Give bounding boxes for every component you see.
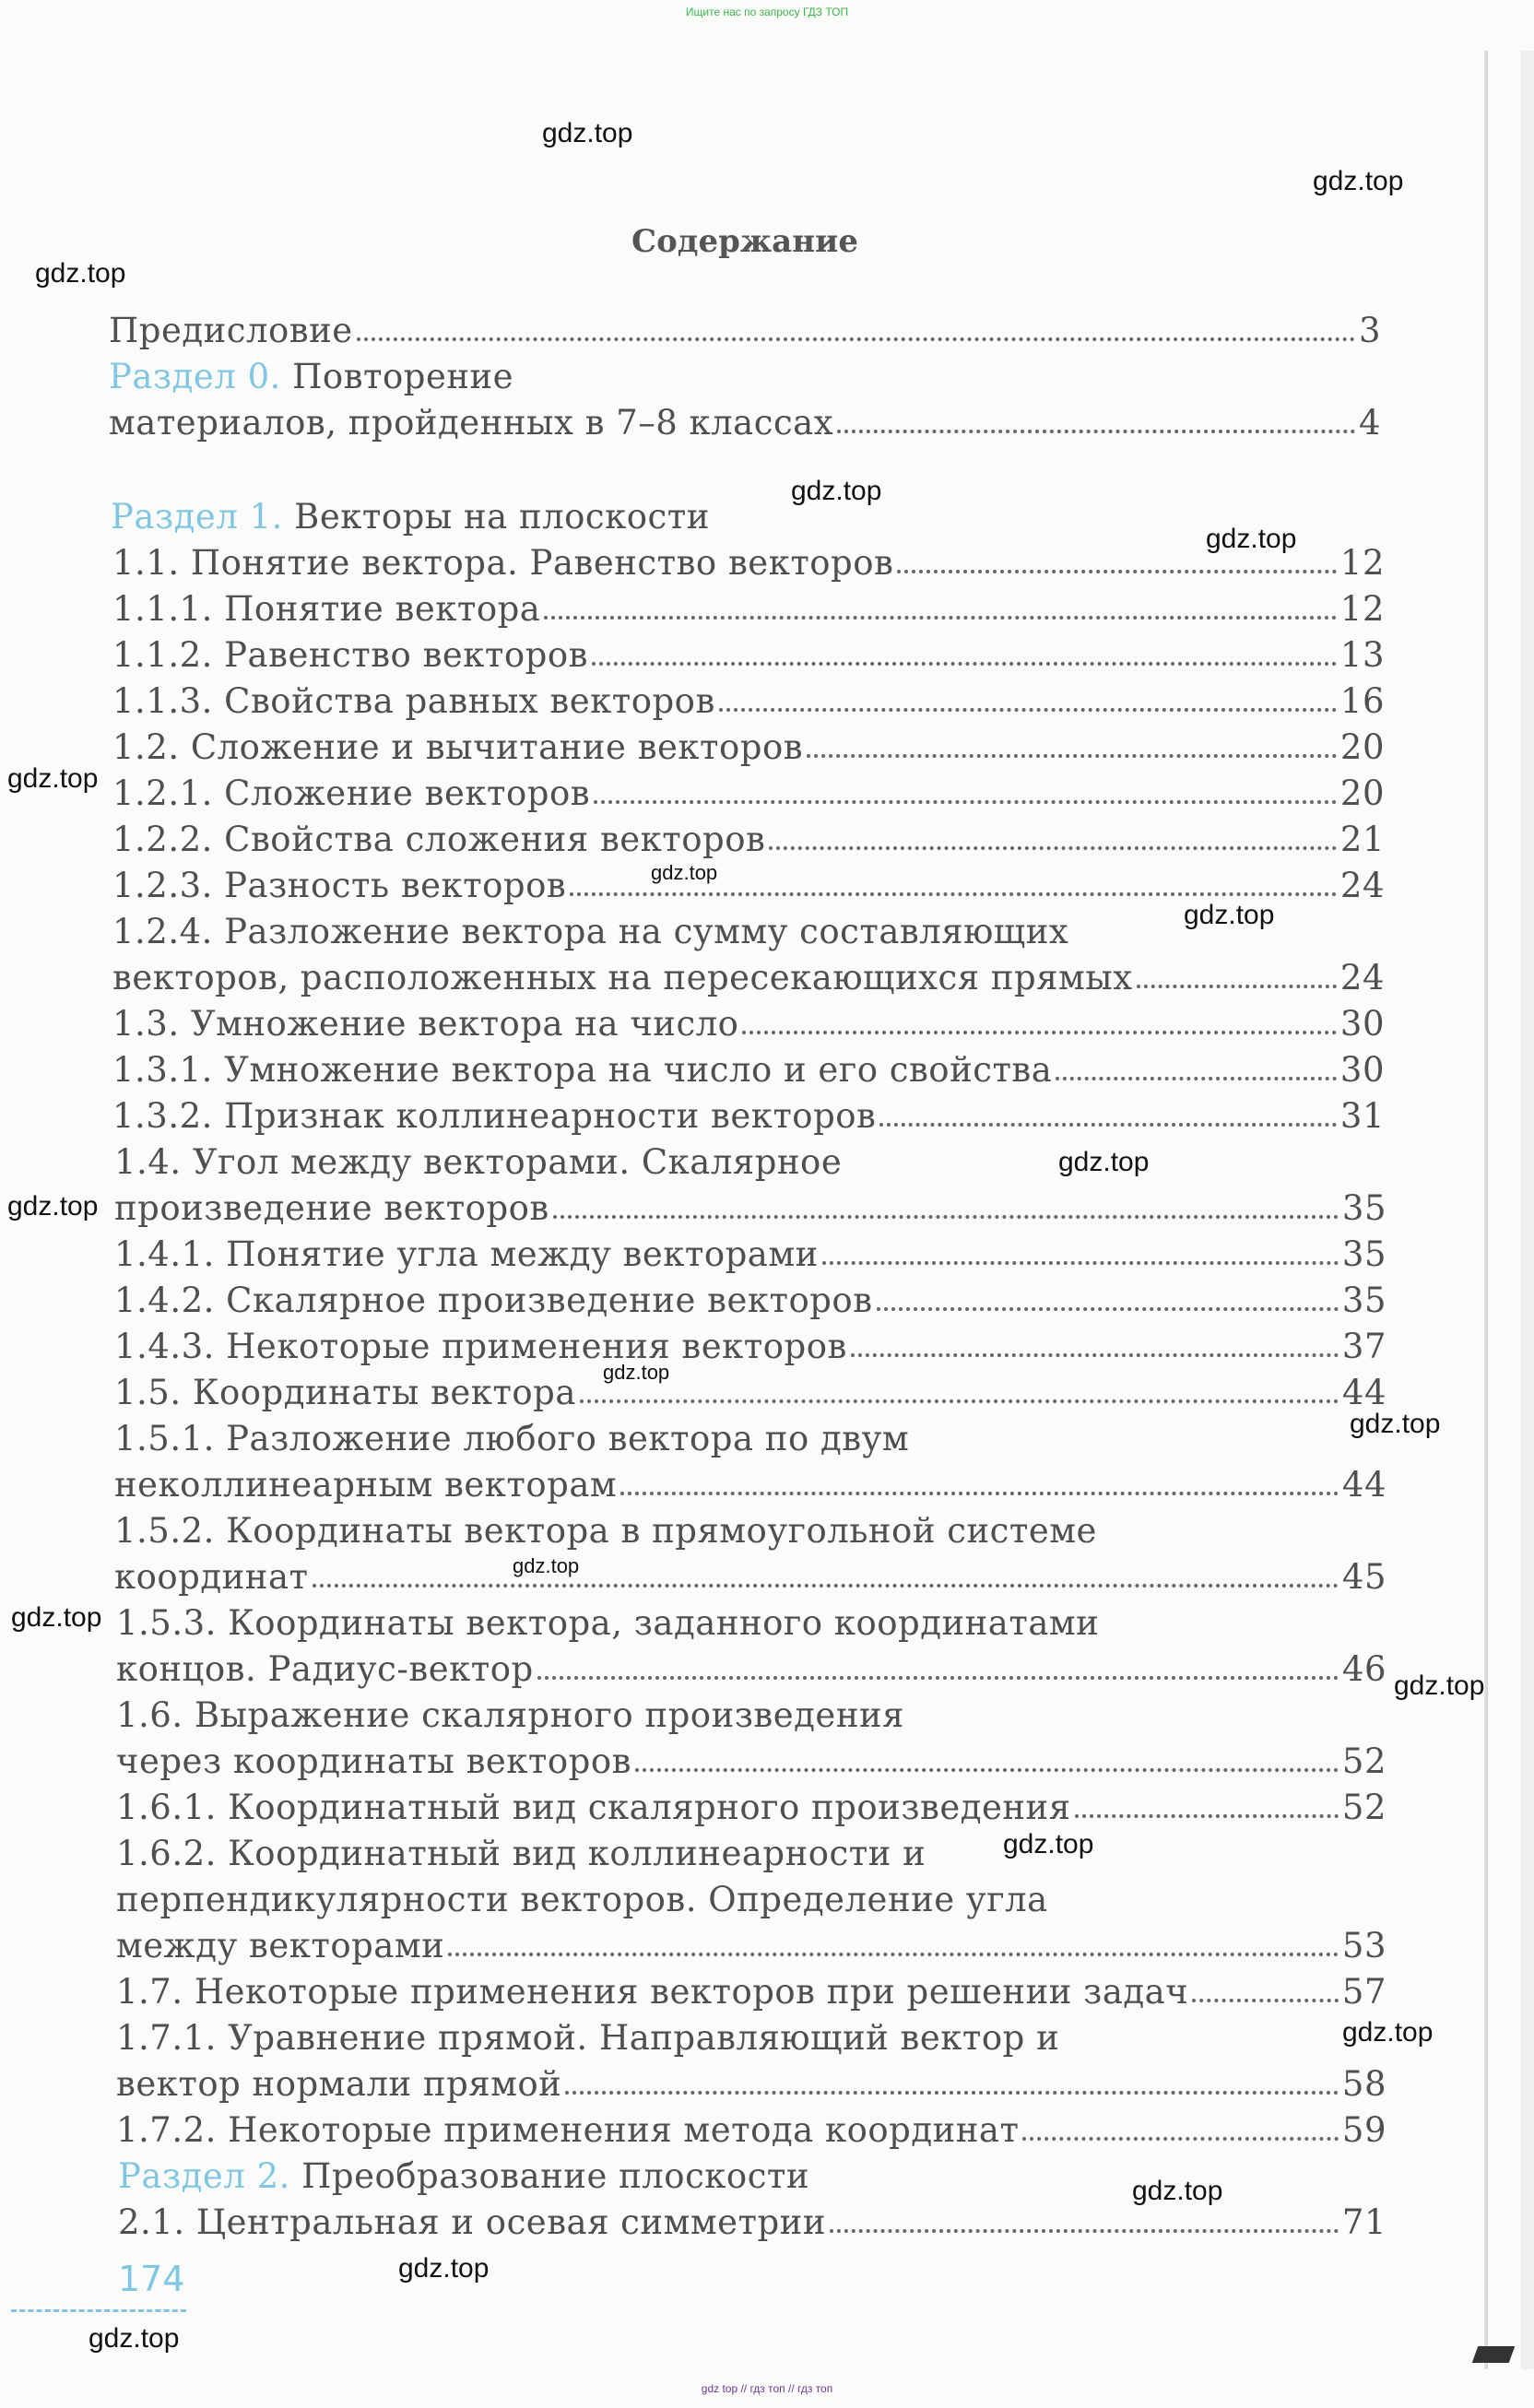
- leader-dots: [877, 1307, 1339, 1311]
- toc-entry-page: 37: [1341, 1327, 1386, 1366]
- toc-entry-first-line: [112, 911, 1068, 953]
- toc-entry: [118, 2201, 1386, 2244]
- leader-dots: [830, 2229, 1339, 2233]
- toc-entry: [116, 1925, 1386, 1967]
- toc-entry-text: 1.7.1. Уравнение прямой. Направляющий вектор и: [116, 2018, 1060, 2058]
- toc-entry-text: 1.3.2. Признак коллинеарности векторов: [112, 1096, 877, 1136]
- toc-entry: [114, 1372, 1386, 1414]
- leader-dots: [837, 430, 1355, 433]
- toc-entry-text: 1.1.3. Свойства равных векторов: [112, 681, 715, 721]
- leader-dots: [553, 1215, 1339, 1219]
- toc-entry-page: 12: [1339, 589, 1385, 629]
- toc-entry: [114, 1556, 1386, 1599]
- top-banner[interactable]: Ищите нас по запросу ГДЗ ТОП: [685, 6, 849, 18]
- toc-entry: [109, 402, 1381, 444]
- watermark: gdz.top: [7, 1191, 99, 1222]
- toc-entry-text: 1.6. Выражение скалярного произведения: [116, 1695, 904, 1735]
- leader-dots: [1192, 1999, 1339, 2002]
- toc-entry: [114, 1187, 1386, 1230]
- toc-entry-text: 1.3. Умножение вектора на число: [112, 1004, 739, 1044]
- toc-entry-page: 58: [1341, 2064, 1386, 2104]
- toc-entry-first-line: [116, 2017, 1059, 2060]
- toc-entry-text: неколлинеарным векторам: [114, 1465, 618, 1505]
- toc-section-heading: [118, 2155, 809, 2198]
- toc-entry-first-line: [116, 1694, 904, 1737]
- watermark: gdz.top: [603, 1361, 670, 1384]
- toc-entry-page: 59: [1341, 2110, 1386, 2150]
- toc-entry-text: перпендикулярности векторов. Определение угла: [116, 1880, 1048, 1919]
- toc-entry: [116, 1971, 1386, 2013]
- section-title: Повторение: [292, 357, 514, 396]
- toc-entry: [112, 634, 1385, 677]
- toc-entry-page: 16: [1339, 681, 1385, 721]
- toc-entry-text: 1.4.2. Скалярное произведение векторов: [114, 1281, 873, 1320]
- leader-dots: [807, 754, 1337, 758]
- toc-entry-text: 1.2.4. Разложение вектора на сумму составляющих: [112, 912, 1069, 951]
- page-title: Содержание: [631, 223, 858, 260]
- toc-entry-first-line: [114, 1510, 1097, 1552]
- toc-entry: [116, 2109, 1386, 2152]
- toc-entry-text: 1.1.2. Равенство векторов: [112, 635, 588, 675]
- toc-entry-middle-line: [116, 1879, 1048, 1921]
- toc-entry: [116, 2063, 1386, 2106]
- toc-entry-text: материалов, пройденных в 7–8 классах: [109, 403, 834, 443]
- toc-entry-page: 45: [1341, 1557, 1386, 1597]
- watermark: gdz.top: [1350, 1409, 1441, 1439]
- section-label: Раздел 2.: [118, 2156, 290, 2196]
- toc-entry-page: 21: [1339, 820, 1385, 859]
- toc-entry-text: 1.2.2. Свойства сложения векторов: [112, 820, 766, 859]
- page-number-underline: [11, 2309, 186, 2312]
- toc-entry-page: 52: [1341, 1741, 1386, 1781]
- section-title: Векторы на плоскости: [294, 497, 710, 537]
- toc-entry-text: 1.2. Сложение и вычитание векторов: [112, 727, 804, 767]
- toc-entry-page: 20: [1339, 727, 1385, 767]
- leader-dots: [719, 708, 1337, 712]
- watermark: gdz.top: [88, 2323, 180, 2354]
- toc-entry-text: 1.5.2. Координаты вектора в прямоугольной системе: [114, 1511, 1097, 1551]
- toc-section-heading: [109, 356, 513, 398]
- toc-entry-page: 35: [1341, 1234, 1386, 1274]
- toc-entry-text: Предисловие: [109, 311, 353, 350]
- leader-dots: [592, 662, 1337, 666]
- toc-entry-text: 1.3.1. Умножение вектора на число и его свойства: [112, 1050, 1053, 1090]
- watermark: gdz.top: [651, 861, 718, 884]
- toc-entry: [114, 1326, 1386, 1368]
- toc-entry-first-line: [114, 1141, 842, 1184]
- toc-entry-page: 46: [1341, 1649, 1386, 1689]
- section-title: Преобразование плоскости: [301, 2156, 810, 2196]
- toc-entry-text: 1.2.3. Разность векторов: [112, 866, 567, 905]
- toc-entry: [116, 1787, 1386, 1829]
- toc-entry: [114, 1280, 1386, 1322]
- toc-entry-text: 1.6.2. Координатный вид коллинеарности и: [116, 1834, 926, 1873]
- leader-dots: [580, 1399, 1339, 1403]
- toc-entry: [114, 1464, 1386, 1506]
- leader-dots: [448, 1953, 1339, 1956]
- watermark: gdz.top: [542, 118, 633, 148]
- watermark: gdz.top: [513, 1554, 580, 1577]
- watermark: gdz.top: [35, 258, 126, 289]
- toc-entry-text: 1.6.1. Координатный вид скалярного произведения: [116, 1788, 1071, 1827]
- bottom-banner[interactable]: gdz top // гдз топ // гдз топ: [701, 2382, 833, 2395]
- toc-entry-text: 1.7.2. Некоторые применения метода координат: [116, 2110, 1020, 2150]
- leader-dots: [570, 892, 1337, 896]
- section-label: Раздел 0.: [109, 357, 281, 396]
- watermark: gdz.top: [1132, 2176, 1223, 2206]
- toc-entry-page: 30: [1339, 1050, 1385, 1090]
- toc-entry-text: векторов, расположенных на пересекающихся прямых: [112, 958, 1133, 997]
- leader-dots: [594, 800, 1337, 804]
- toc-entry: [116, 1648, 1386, 1691]
- section-label: Раздел 1.: [111, 497, 283, 537]
- toc-entry-page: 20: [1339, 773, 1385, 813]
- toc-entry: [112, 1095, 1385, 1138]
- toc-entry-text: координат: [114, 1557, 309, 1597]
- toc-entry-page: 4: [1358, 403, 1381, 443]
- watermark: gdz.top: [11, 1602, 102, 1633]
- toc-entry: [112, 680, 1385, 723]
- toc-entry-page: 44: [1341, 1465, 1386, 1505]
- leader-dots: [851, 1353, 1339, 1357]
- toc-entry-page: 35: [1341, 1281, 1386, 1320]
- toc-entry-page: 35: [1341, 1188, 1386, 1228]
- leader-dots: [1022, 2137, 1338, 2141]
- toc-entry-text: между векторами: [116, 1926, 445, 1965]
- leader-dots: [635, 1768, 1339, 1772]
- leader-dots: [313, 1584, 1339, 1588]
- leader-dots: [1137, 985, 1337, 988]
- toc-entry-page: 12: [1339, 543, 1385, 583]
- leader-dots: [1075, 1814, 1339, 1818]
- watermark: gdz.top: [1394, 1670, 1485, 1701]
- toc-entry-text: вектор нормали прямой: [116, 2064, 562, 2104]
- leader-dots: [620, 1492, 1339, 1495]
- toc-entry: [112, 1003, 1385, 1045]
- leader-dots: [769, 846, 1337, 850]
- toc-entry-page: 3: [1358, 311, 1381, 350]
- toc-entry-text: 1.1.1. Понятие вектора: [112, 589, 541, 629]
- leader-dots: [897, 570, 1337, 573]
- toc-entry-page: 30: [1339, 1004, 1385, 1044]
- toc-entry-page: 53: [1341, 1926, 1386, 1965]
- toc-entry-page: 31: [1339, 1096, 1385, 1136]
- toc-entry-text: 2.1. Центральная и осевая симметрии: [118, 2202, 826, 2242]
- leader-dots: [537, 1676, 1339, 1680]
- watermark: gdz.top: [1003, 1829, 1094, 1859]
- toc-entry: [116, 1741, 1386, 1783]
- leader-dots: [544, 616, 1337, 620]
- leader-dots: [742, 1031, 1336, 1034]
- toc-entry-text: 1.4.1. Понятие угла между векторами: [114, 1234, 819, 1274]
- toc-entry-page: 44: [1341, 1373, 1386, 1412]
- watermark: gdz.top: [1206, 524, 1297, 554]
- toc-entry: [112, 957, 1385, 999]
- watermark: gdz.top: [1313, 166, 1404, 196]
- toc-entry-text: через координаты векторов: [116, 1741, 631, 1781]
- page-number: 174: [118, 2259, 185, 2299]
- toc-entry: [114, 1234, 1386, 1276]
- toc-entry: [112, 1049, 1385, 1092]
- toc-entry-first-line: [114, 1418, 909, 1460]
- toc-entry-text: 1.1. Понятие вектора. Равенство векторов: [112, 543, 894, 583]
- toc-entry-first-line: [116, 1833, 926, 1875]
- toc-entry-first-line: [116, 1602, 1099, 1645]
- toc-entry-text: 1.5. Координаты вектора: [114, 1373, 576, 1412]
- toc-entry: [112, 819, 1385, 861]
- leader-dots: [822, 1261, 1339, 1265]
- toc-entry: [109, 310, 1381, 352]
- toc-entry: [112, 773, 1385, 815]
- toc-entry-text: концов. Радиус-вектор: [116, 1649, 534, 1689]
- toc-entry-text: 1.4.3. Некоторые применения векторов: [114, 1327, 847, 1366]
- toc-entry-page: 13: [1339, 635, 1385, 675]
- leader-dots: [1056, 1077, 1337, 1080]
- watermark: gdz.top: [1184, 900, 1275, 930]
- toc-entry-page: 57: [1341, 1972, 1386, 2012]
- leader-dots: [879, 1123, 1337, 1127]
- toc-entry-text: 1.2.1. Сложение векторов: [112, 773, 591, 813]
- toc-entry-text: 1.5.1. Разложение любого вектора по двум: [114, 1419, 910, 1458]
- watermark: gdz.top: [7, 763, 99, 794]
- toc-entry-text: 1.7. Некоторые применения векторов при решении задач: [116, 1972, 1189, 2012]
- watermark: gdz.top: [1058, 1147, 1150, 1177]
- toc-entry-page: 24: [1339, 866, 1385, 905]
- toc-entry-text: произведение векторов: [114, 1188, 549, 1228]
- toc-entry-page: 52: [1341, 1788, 1386, 1827]
- watermark: gdz.top: [791, 476, 882, 506]
- toc-entry-text: 1.5.3. Координаты вектора, заданного координатами: [116, 1603, 1100, 1643]
- toc-entry: [112, 542, 1385, 584]
- toc-section-heading: [111, 496, 710, 538]
- toc-entry: [112, 726, 1385, 769]
- toc-entry-text: 1.4. Угол между векторами. Скалярное: [114, 1142, 843, 1182]
- toc-entry: [112, 588, 1385, 631]
- watermark: gdz.top: [1342, 2017, 1434, 2048]
- toc-entry-page: 71: [1341, 2202, 1386, 2242]
- leader-dots: [565, 2091, 1339, 2095]
- watermark: gdz.top: [398, 2253, 490, 2284]
- toc-entry-page: 24: [1339, 958, 1385, 997]
- leader-dots: [357, 337, 1355, 341]
